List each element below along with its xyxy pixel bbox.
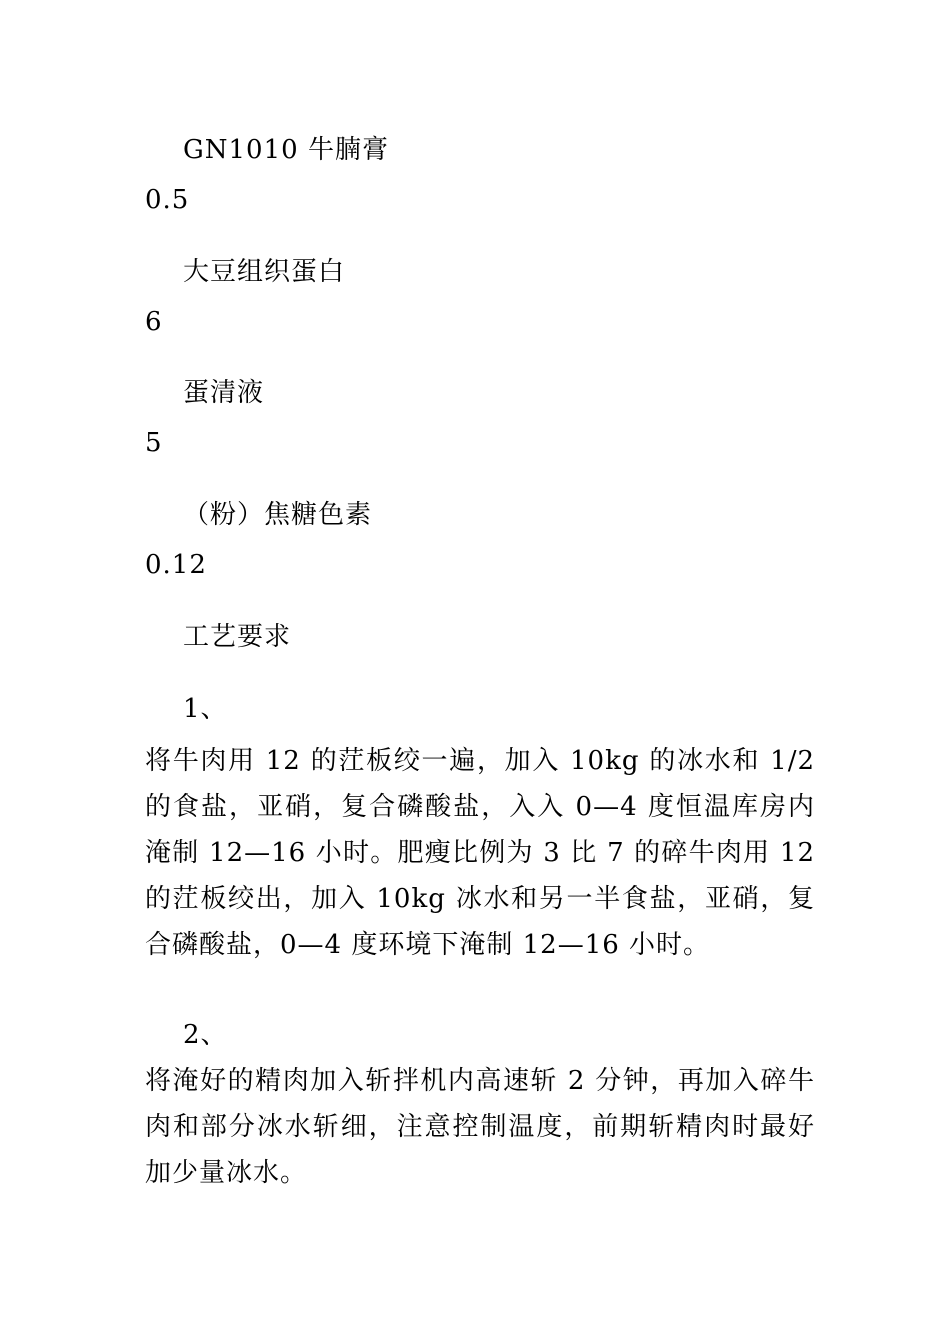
step-text: 将淹好的精肉加入斩拌机内高速斩 2 分钟，再加入碎牛肉和部分冰水斩细，注意控制温度，前期斩精肉时最好加少量冰水。: [145, 1066, 815, 1188]
step-text: 将牛肉用 12 的茳板绞一遍，加入 10kg 的冰水和 1/2 的食盐，亚硝，复合磷酸盐，入入 0—4 度恒温库房内淹制 12—16 小时。肥瘦比例为 3 比 7 的碎牛肉用 12 的茳板绞出，加入 10kg 冰水和另一半食盐，亚硝，复合磷酸盐，0—4 度环境下淹制 12—16 小时。: [145, 746, 815, 960]
ingredient-amount: 0.5: [145, 185, 190, 215]
step-number: 2、: [183, 1020, 228, 1050]
section-title: 工艺要求: [183, 622, 292, 652]
step-number: 1、: [183, 694, 228, 724]
ingredient-amount: 5: [145, 428, 163, 458]
ingredient-amount: 6: [145, 307, 163, 337]
ingredient-name: 蛋清液: [183, 378, 265, 408]
ingredient-amount: 0.12: [145, 550, 207, 580]
ingredient-name: GN1010 牛腩膏: [183, 135, 389, 165]
ingredient-name: 大豆组织蛋白: [183, 257, 346, 287]
ingredient-name: （粉）焦糖色素: [183, 500, 373, 530]
